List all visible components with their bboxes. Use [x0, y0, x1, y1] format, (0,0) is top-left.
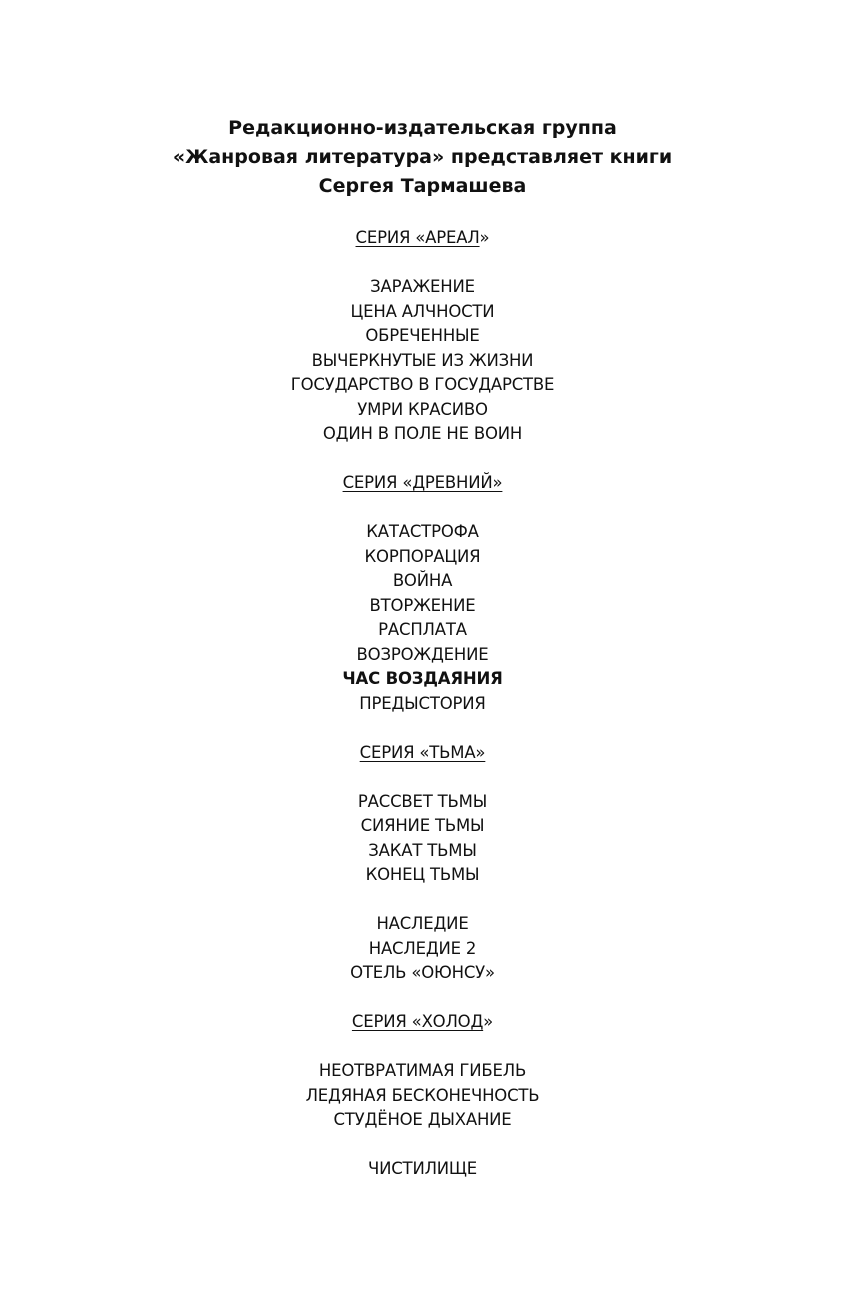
series-title: СЕРИЯ «ДРЕВНИЙ»	[342, 473, 503, 492]
book-title: СИЯНИЕ ТЬМЫ	[360, 816, 485, 835]
book-title: ВЫЧЕРКНУТЫЕ ИЗ ЖИЗНИ	[311, 350, 534, 370]
series-title: СЕРИЯ «ТЬМА»	[359, 742, 486, 762]
book-title: ВОЙНА	[392, 571, 453, 590]
book-group	[0, 912, 845, 986]
title-line: Редакционно-издательская группа	[228, 117, 617, 139]
series-title-suffix: »	[483, 1012, 494, 1031]
book-title: ЧИСТИЛИЩЕ	[367, 1159, 478, 1178]
book-list	[0, 226, 845, 1206]
book-title: НЕОТВРАТИМАЯ ГИБЕЛЬ	[318, 1061, 527, 1080]
book-group	[0, 520, 845, 716]
title-line: Сергея Тармашева	[318, 175, 527, 197]
book-title: ЛЕДЯНАЯ БЕСКОНЕЧНОСТЬ	[305, 1085, 540, 1105]
book-title: РАСПЛАТА	[378, 620, 467, 639]
book-title: ОБРЕЧЕННЫЕ	[365, 326, 480, 345]
book-title: ВОЗРОЖДЕНИЕ	[356, 644, 489, 664]
series-header	[0, 1010, 845, 1035]
book-group	[0, 1059, 845, 1133]
book-title: ОДИН В ПОЛЕ НЕ ВОИН	[322, 424, 523, 443]
book-title: НАСЛЕДИЕ	[376, 914, 469, 933]
book-title: ПРЕДЫСТОРИЯ	[359, 693, 486, 713]
page-title	[0, 114, 845, 201]
book-title: ЦЕНА АЛЧНОСТИ	[350, 301, 495, 321]
book-title: ЗАРАЖЕНИЕ	[370, 277, 475, 296]
title-line: «Жанровая литература» представляет книги	[172, 146, 673, 168]
book-title: СТУДЁНОЕ ДЫХАНИЕ	[333, 1110, 512, 1129]
book-title: ЗАКАТ ТЬМЫ	[368, 840, 477, 860]
series-title: СЕРИЯ «ХОЛОД	[351, 1012, 484, 1031]
book-title: КАТАСТРОФА	[366, 522, 479, 541]
book-title: ЧАС ВОЗДАЯНИЯ	[342, 669, 503, 688]
book-title: РАССВЕТ ТЬМЫ	[357, 791, 488, 811]
book-title: НАСЛЕДИЕ 2	[368, 938, 477, 958]
book-title: ОТЕЛЬ «ОЮНСУ»	[350, 963, 495, 982]
book-group	[0, 790, 845, 888]
book-title: ВТОРЖЕНИЕ	[369, 595, 476, 615]
series-header	[0, 741, 845, 766]
book-title: КОРПОРАЦИЯ	[364, 546, 481, 566]
series-title-suffix: »	[479, 228, 490, 247]
book-group	[0, 1157, 845, 1182]
series-header	[0, 471, 845, 496]
series-title: СЕРИЯ «АРЕАЛ	[355, 228, 480, 247]
book-group	[0, 275, 845, 447]
book-title: КОНЕЦ ТЬМЫ	[365, 865, 480, 884]
series-header	[0, 226, 845, 251]
book-title: ГОСУДАРСТВО В ГОСУДАРСТВЕ	[290, 375, 555, 394]
book-title: УМРИ КРАСИВО	[357, 399, 488, 419]
